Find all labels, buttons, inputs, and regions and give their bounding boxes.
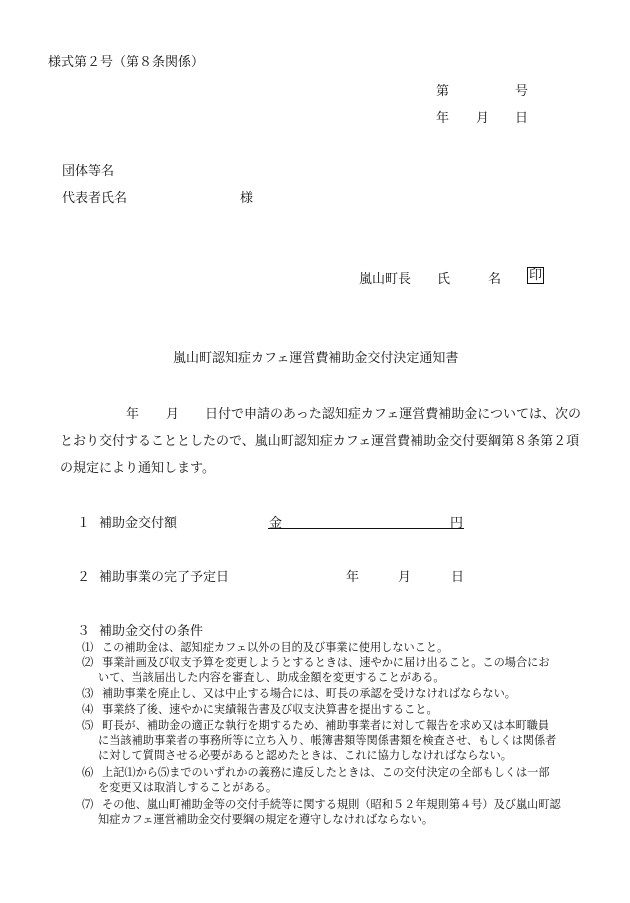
condition-5-line-3: に対して質問させる必要があると認めたときは、これに協力しなければならない。 bbox=[98, 749, 512, 762]
body-line-3: の規定により通知します。 bbox=[60, 461, 215, 476]
completion-year: 年 bbox=[346, 570, 360, 585]
condition-4-number: ⑷ bbox=[82, 703, 94, 716]
completion-month: 月 bbox=[398, 570, 412, 585]
condition-3 bbox=[82, 686, 516, 701]
amount-underline bbox=[268, 528, 464, 529]
amount-suffix: 円 bbox=[450, 516, 464, 531]
doc-no-suffix: 号 bbox=[515, 84, 529, 99]
amount-prefix: 金 bbox=[269, 516, 283, 531]
condition-2-line-1: 事業計画及び収支予算を変更しようとするときは、速やかに届け出ること。この場合にお bbox=[102, 656, 550, 669]
body-line-2: とおり交付することとしたので、嵐山町認知症カフェ運営費補助金交付要綱第８条第２項 bbox=[60, 434, 580, 449]
condition-5-line-1: 町長が、補助金の適正な執行を期するため、補助事業者に対して報告を求め又は本町職員 bbox=[102, 719, 550, 732]
item-3-number: ３ bbox=[77, 624, 91, 639]
condition-6-line-2: を変更又は取消しすることがある。 bbox=[98, 781, 278, 794]
item-3-label: 補助金交付の条件 bbox=[99, 624, 204, 639]
condition-6 bbox=[82, 765, 550, 795]
condition-5-number: ⑸ bbox=[82, 719, 94, 732]
condition-3-line-1: 補助事業を廃止し、又は中止する場合には、町長の承認を受けなければならない。 bbox=[102, 687, 516, 700]
condition-5 bbox=[82, 718, 556, 763]
condition-6-number: ⑹ bbox=[82, 766, 94, 779]
sender-title: 嵐山町長 bbox=[359, 272, 412, 287]
body-line-1: 日付で申請のあった認知症カフェ運営費補助金については、次の bbox=[205, 407, 581, 422]
seal-text: 印 bbox=[529, 268, 543, 283]
condition-1-line-1: この補助金は、認知症カフェ以外の目的及び事業に使用しないこと。 bbox=[102, 641, 449, 654]
form-number: 様式第２号（第８条関係） bbox=[48, 55, 205, 70]
condition-1 bbox=[82, 640, 448, 655]
representative-label: 代表者氏名 bbox=[62, 191, 128, 206]
document-title: 嵐山町認知症カフェ運営費補助金交付決定通知書 bbox=[173, 351, 459, 366]
condition-7-line-2: 知症カフェ運営補助金交付要綱の規定を遵守しなければならない。 bbox=[98, 813, 434, 826]
condition-4 bbox=[82, 702, 438, 717]
item-1-label: 補助金交付額 bbox=[99, 516, 178, 531]
condition-4-line-1: 事業終了後、速やかに実績報告書及び収支決算書を提出すること。 bbox=[102, 703, 438, 716]
condition-7 bbox=[82, 797, 561, 827]
condition-1-number: ⑴ bbox=[82, 641, 94, 654]
item-2-label: 補助事業の完了予定日 bbox=[99, 570, 230, 585]
body-year: 年 bbox=[126, 407, 140, 422]
date-year: 年 bbox=[436, 111, 450, 126]
seal-mark bbox=[527, 267, 544, 284]
condition-2-number: ⑵ bbox=[82, 656, 94, 669]
condition-6-line-1: 上記⑴から⑸までのいずれかの義務に違反したときは、この交付決定の全部もしくは一部 bbox=[102, 766, 550, 779]
condition-7-line-1: その他、嵐山町補助金等の交付手続等に関する規則（昭和５２年規則第４号）及び嵐山町認 bbox=[102, 798, 561, 811]
doc-no-label: 第 bbox=[436, 84, 450, 99]
honorific: 様 bbox=[240, 191, 254, 206]
date-day: 日 bbox=[515, 111, 529, 126]
condition-2-line-2: いて、当該届出した内容を審査し、助成金額を変更することがある。 bbox=[98, 671, 445, 684]
body-month: 月 bbox=[166, 407, 180, 422]
sender-name-char-2: 名 bbox=[488, 272, 502, 287]
item-2-number: ２ bbox=[77, 570, 91, 585]
condition-5-line-2: に当該補助事業者の事務所等に立ち入り、帳簿書類等関係書類を検査させ、もしくは関係者 bbox=[98, 734, 557, 747]
date-month: 月 bbox=[476, 111, 490, 126]
org-name-label: 団体等名 bbox=[62, 164, 115, 179]
condition-2 bbox=[82, 655, 550, 685]
completion-day: 日 bbox=[451, 570, 465, 585]
sender-name-char-1: 氏 bbox=[437, 272, 451, 287]
condition-7-number: ⑺ bbox=[82, 798, 94, 811]
item-1-number: １ bbox=[77, 516, 91, 531]
condition-3-number: ⑶ bbox=[82, 687, 94, 700]
